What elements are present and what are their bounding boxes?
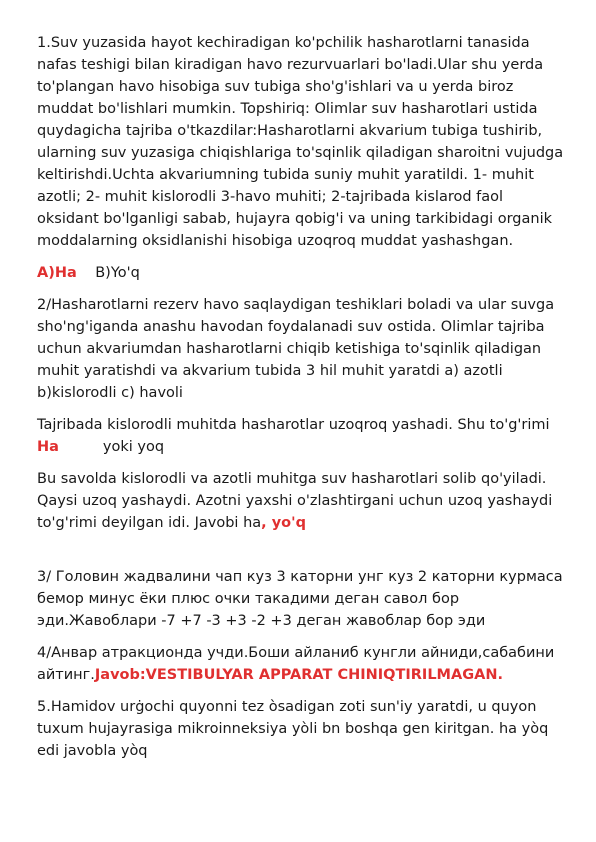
question-1-text: 1.Suv yuzasida hayot kechiradigan ko'pchilik hasharotlarni tanasida nafas teshigi bilan kiradigan havo rezurvuarlari bo'ladi.Ular shu yerda to'plangan havo hisobiga suv tubiga sho'g'ishlari va u yerda biroz muddat bo'lishlari mumkin. Topshiriq: Olimlar suv hasharotlari ustida quydagicha tajriba o'tkazdilar:Hasharotlarni akvarium tubiga tushirib, ularning suv yuzasiga chiqishlariga to'sqinlik qiladigan sharoitni vujudga keltirishdi.Uchta akvariumning tubida suniy muhit yaratildi. 1- muhit azotli; 2- muhit kislorodli 3-havo muhiti; 2-tajribada kislarod faol oksidant bo'lganligi sabab, hujayra qobig'i va uning tarkibidagi organik moddalarning oksidlanishi hisobiga uzoqroq muddat yashashgan. — [37, 35, 564, 249]
option-b: B)Yo'q — [95, 265, 140, 281]
question-2-explanation-block — [37, 468, 565, 534]
question-4-text: 4/Анвар атракционда учди.Боши айланиб кунгли айниди,сабабини айтинг. — [37, 645, 555, 683]
question-2-statement: Tajribada kislorodli muhitda hasharotlar uzoqroq yashadi. Shu to'g'rimi — [37, 417, 550, 433]
blank-line — [37, 544, 565, 566]
question-1-options — [37, 262, 565, 284]
question-4-answer: Javob:VESTIBULYAR APPARAT CHINIQTIRILMAGAN. — [94, 667, 503, 683]
question-2-statement-block — [37, 414, 565, 458]
question-2-explanation: Bu savolda kislorodli va azotli muhitga suv hasharotlari solib qo'yiladi. Qaysi uzoq yashaydi. Azotni yaxshi o'zlashtirgani uchun uzoq yashaydi to'g'rimi deyilgan idi. Javobi ha — [37, 471, 553, 531]
option-a-answer: A)Ha — [37, 265, 77, 281]
question-5-text: 5.Hamidov urġochi quyonni tez òsadigan zoti sun'iy yaratdi, u quyon tuxum hujayrasiga mikroinneksiya yòli bn boshqa gen kiritgan. ha yòq edi javobla yòq — [37, 699, 549, 759]
document-page — [37, 32, 565, 772]
option-yes-answer: Ha — [37, 439, 59, 455]
question-4-block — [37, 642, 565, 686]
question-3-text: 3/ Головин жадвалини чап куз 3 каторни унг куз 2 каторни курмаса бемор минус ёки плюс очки такадими деган савол бор эди.Жавоблари -7 +7 -3 +3 -2 +3 деган жавоблар бор эди — [37, 569, 563, 629]
question-2-answer: , yo'q — [261, 515, 306, 531]
question-2-text: 2/Hasharotlarni rezerv havo saqlaydigan teshiklari boladi va ular suvga sho'ng'iganda anashu havodan foydalanadi suv ostida. Olimlar tajriba uchun akvariumdan hasharotlarni chiqib ketishiga to'sqinlik qiladigan muhit yaratishdi va akvarium tubida 3 hil muhit yaratdi a) azotli b)kislorodli c) havoli — [37, 297, 555, 401]
option-no: yoki yoq — [102, 439, 165, 455]
